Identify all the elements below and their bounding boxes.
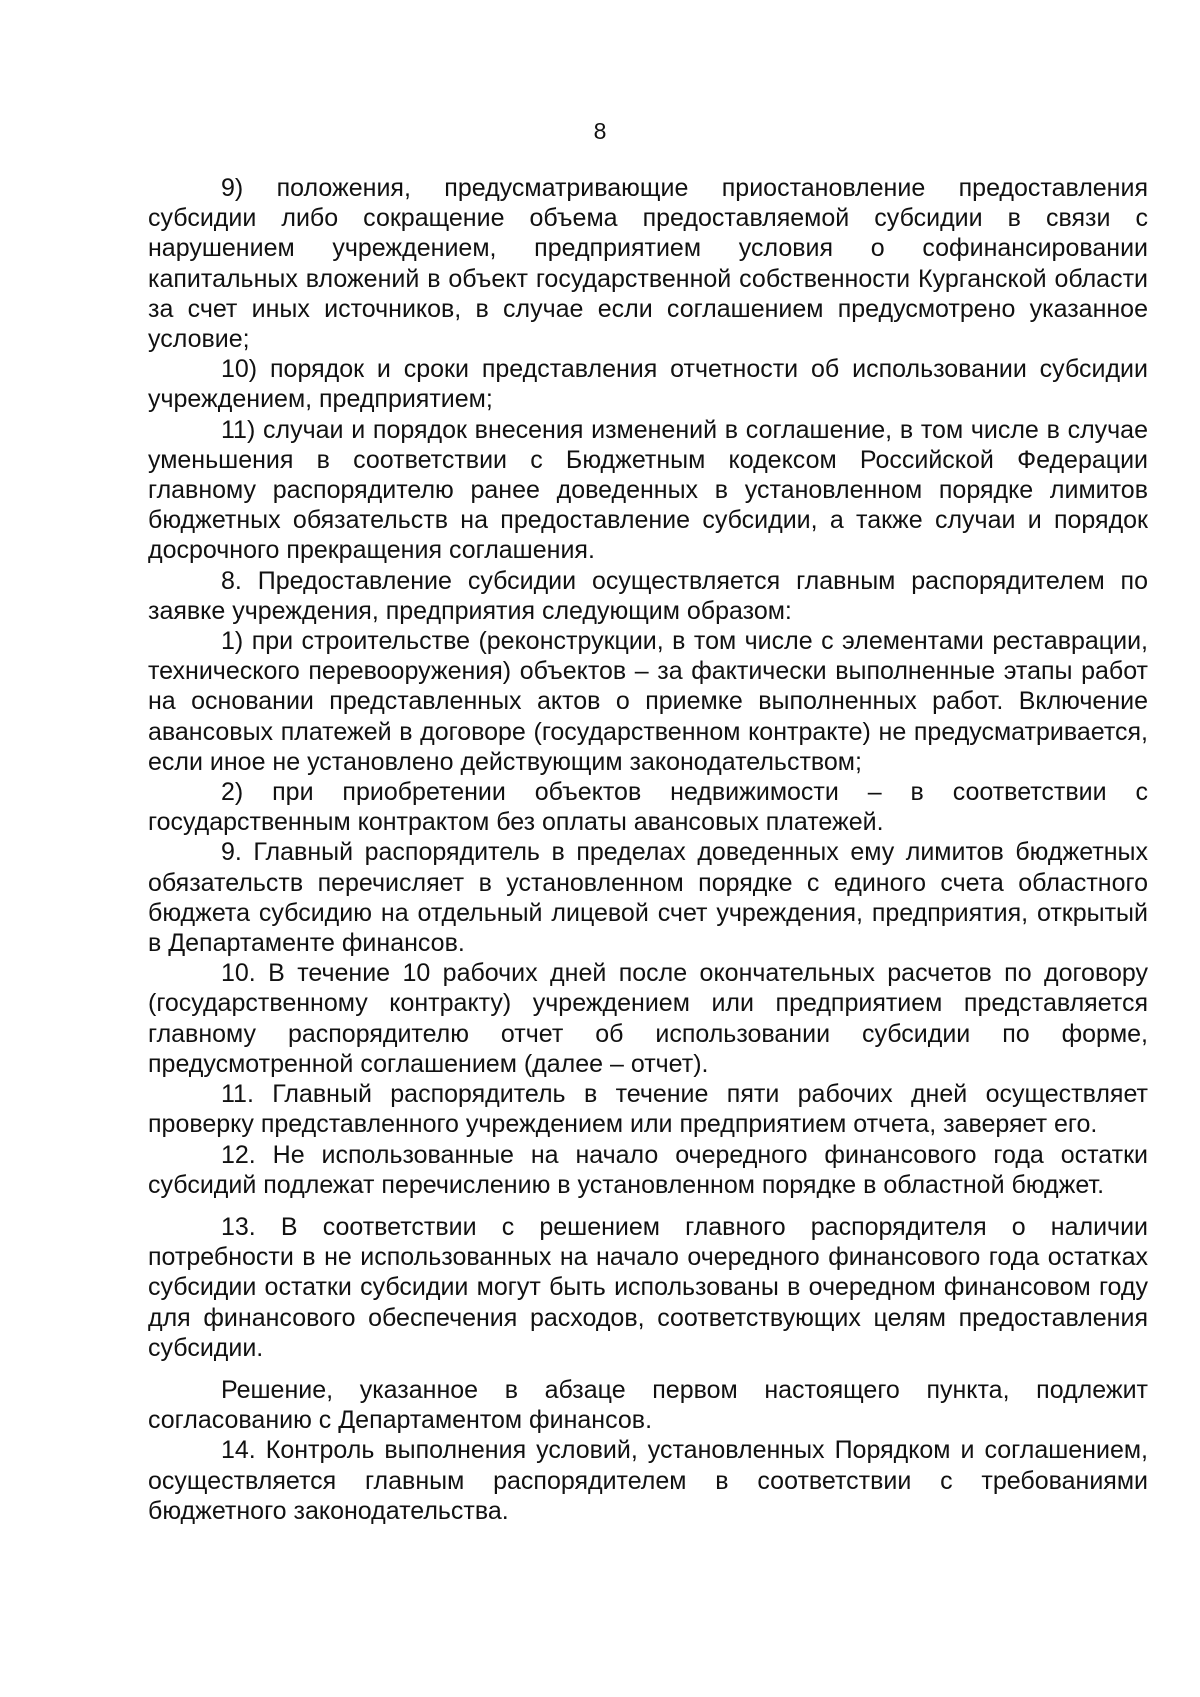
page-number: 8: [593, 118, 607, 144]
paragraph-item-10: 10) порядок и сроки представления отчетности об использовании субсидии учреждением, предприятием;: [148, 355, 1148, 414]
paragraph-section-13-decision: Решение, указанное в абзаце первом настоящего пункта, подлежит согласованию с Департаментом финансов.: [148, 1375, 1148, 1435]
paragraph-item-9: 9) положения, предусматривающие приостановление предоставления субсидии либо сокращение объема предоставляемой субсидии в связи с нарушением учреждением, предприятием условия о софинансировании капитальных вложений в объект государственной собственности Курганской области за счет иных источников, в случае если соглашением предусмотрено указанное условие;: [148, 174, 1148, 354]
paragraph-section-10: 10. В течение 10 рабочих дней после окончательных расчетов по договору (государственному контракту) учреждением или предприятием представляется главному распорядителю отчет об использовании субсидии по форме, предусмотренной соглашением (далее – отчет).: [148, 959, 1148, 1078]
paragraph-section-12: 12. Не использованные на начало очередного финансового года остатки субсидий подлежат перечислению в установленном порядке в областной бюджет.: [148, 1140, 1148, 1199]
paragraph-section-14: 14. Контроль выполнения условий, установленных Порядком и соглашением, осуществляется главным распорядителем в соответствии с требованиями бюджетного законодательства.: [148, 1436, 1148, 1525]
paragraph-section-13: 13. В соответствии с решением главного распорядителя о наличии потребности в не использованных на начало очередного финансового года остатках субсидии остатки субсидии могут быть использованы в очередном финансовом году для финансового обеспечения расходов, соответствующих целям предоставления субсидии.: [148, 1212, 1148, 1362]
paragraph-section-8: 8. Предоставление субсидии осуществляется главным распорядителем по заявке учреждения, предприятия следующим образом:: [148, 566, 1148, 625]
paragraph-item-11: 11) случаи и порядок внесения изменений в соглашение, в том числе в случае уменьшения в соответствии с Бюджетным кодексом Российской Федерации главному распорядителю ранее доведенных в установленном порядке лимитов бюджетных обязательств на предоставление субсидии, а также случаи и порядок досрочного прекращения соглашения.: [148, 415, 1148, 565]
paragraph-section-8-item-2: 2) при приобретении объектов недвижимости – в соответствии с государственным контрактом без оплаты авансовых платежей.: [148, 778, 1148, 837]
paragraph-section-11: 11. Главный распорядитель в течение пяти рабочих дней осуществляет проверку представленного учреждением или предприятием отчета, заверяет его.: [148, 1080, 1148, 1139]
paragraph-section-8-item-1: 1) при строительстве (реконструкции, в том числе с элементами реставрации, технического перевооружения) объектов – за фактически выполненные этапы работ на основании представленных актов о приемке выполненных работ. Включение авансовых платежей в договоре (государственном контракте) не предусматривается, если иное не установлено действующим законодательством;: [148, 627, 1148, 776]
document-body: [148, 173, 1148, 1526]
paragraph-section-9: 9. Главный распорядитель в пределах доведенных ему лимитов бюджетных обязательств перечисляет в установленном порядке с единого счета областного бюджета субсидию на отдельный лицевой счет учреждения, предприятия, открытый в Департаменте финансов.: [148, 838, 1148, 958]
